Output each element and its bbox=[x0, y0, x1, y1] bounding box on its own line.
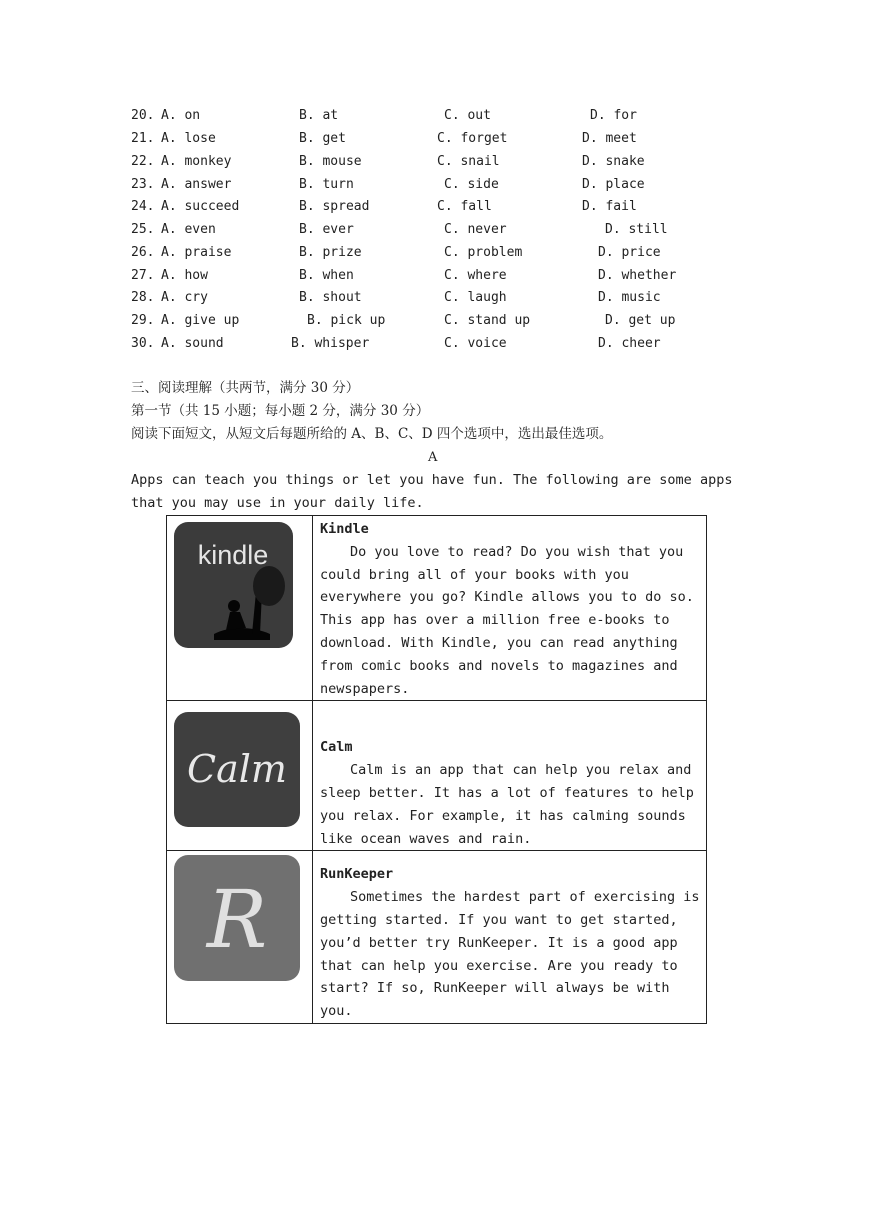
option-a: A. succeed bbox=[161, 199, 240, 214]
option-c: C. where bbox=[444, 268, 507, 283]
option-b: B. at bbox=[299, 108, 339, 123]
app-name: Calm bbox=[320, 739, 353, 756]
question-row bbox=[0, 288, 661, 308]
option-b: B. shout bbox=[299, 290, 362, 305]
calm-logo-text: Calm bbox=[187, 747, 287, 792]
question-row bbox=[0, 106, 637, 126]
question-row bbox=[0, 266, 677, 286]
option-b: B. whisper bbox=[291, 336, 370, 351]
option-a: A. cry bbox=[161, 290, 208, 305]
question-number: 29. bbox=[131, 313, 155, 328]
option-c: C. out bbox=[444, 108, 491, 123]
question-number: 25. bbox=[131, 222, 155, 237]
option-a: A. even bbox=[161, 222, 216, 237]
runkeeper-icon bbox=[174, 855, 300, 981]
option-d: D. music bbox=[598, 290, 661, 305]
passage-letter: A bbox=[428, 450, 438, 465]
runkeeper-logo-text: R bbox=[206, 873, 268, 967]
option-d: D. snake bbox=[582, 154, 645, 169]
question-row bbox=[0, 311, 676, 331]
option-c: C. laugh bbox=[444, 290, 507, 305]
text-cell bbox=[313, 851, 707, 1024]
option-b: B. turn bbox=[299, 177, 354, 192]
option-b: B. get bbox=[299, 131, 346, 146]
app-description: Do you love to read? Do you wish that you could bring all of your books with you everywhere you go? Kindle allows you to do so. This app has over a million free e-books to download. With Kindle, you can read anything from comic books and novels to magazines and newspapers. bbox=[320, 543, 694, 697]
option-c: C. side bbox=[444, 177, 499, 192]
question-row bbox=[0, 243, 661, 263]
question-number: 26. bbox=[131, 245, 155, 260]
icon-cell bbox=[167, 851, 313, 1024]
question-number: 23. bbox=[131, 177, 155, 192]
table-row bbox=[167, 516, 707, 701]
option-c: C. fall bbox=[437, 199, 492, 214]
option-a: A. sound bbox=[161, 336, 224, 351]
question-number: 24. bbox=[131, 199, 155, 214]
option-d: D. fail bbox=[582, 199, 637, 214]
question-row bbox=[0, 220, 668, 240]
question-number: 28. bbox=[131, 290, 155, 305]
option-b: B. ever bbox=[299, 222, 354, 237]
icon-cell bbox=[167, 701, 313, 851]
section-instruction: 阅读下面短文，从短文后每题所给的 A、B、C、D 四个选项中，选出最佳选项。 bbox=[131, 426, 613, 442]
option-a: A. praise bbox=[161, 245, 232, 260]
option-b: B. prize bbox=[299, 245, 362, 260]
question-row bbox=[0, 129, 637, 149]
app-name: RunKeeper bbox=[320, 866, 394, 883]
question-number: 21. bbox=[131, 131, 155, 146]
text-cell bbox=[313, 701, 707, 851]
option-c: C. snail bbox=[437, 154, 500, 169]
option-c: C. stand up bbox=[444, 313, 531, 328]
option-d: D. cheer bbox=[598, 336, 661, 351]
question-number: 20. bbox=[131, 108, 155, 123]
section-part: 第一节（共 15 小题；每小题 2 分，满分 30 分） bbox=[131, 403, 430, 419]
question-row bbox=[0, 197, 637, 217]
question-number: 22. bbox=[131, 154, 155, 169]
option-c: C. forget bbox=[437, 131, 508, 146]
question-row bbox=[0, 175, 645, 195]
section-title: 三、阅读理解（共两节，满分 30 分） bbox=[131, 380, 360, 396]
question-number: 30. bbox=[131, 336, 155, 351]
option-d: D. get up bbox=[605, 313, 676, 328]
option-b: B. pick up bbox=[307, 313, 386, 328]
option-b: B. mouse bbox=[299, 154, 362, 169]
option-a: A. give up bbox=[161, 313, 240, 328]
question-row bbox=[0, 334, 661, 354]
option-a: A. on bbox=[161, 108, 201, 123]
table-row bbox=[167, 701, 707, 851]
option-d: D. place bbox=[582, 177, 645, 192]
option-d: D. whether bbox=[598, 268, 677, 283]
option-c: C. problem bbox=[444, 245, 523, 260]
option-a: A. answer bbox=[161, 177, 232, 192]
option-c: C. voice bbox=[444, 336, 507, 351]
option-a: A. how bbox=[161, 268, 208, 283]
option-d: D. meet bbox=[582, 131, 637, 146]
app-name: Kindle bbox=[320, 521, 369, 537]
app-description: Calm is an app that can help you relax and sleep better. It has a lot of features to help you relax. For example, it has calming sounds like ocean waves and rain. bbox=[320, 762, 694, 847]
option-d: D. still bbox=[605, 222, 668, 237]
option-d: D. price bbox=[598, 245, 661, 260]
text-cell bbox=[313, 516, 707, 701]
option-b: B. when bbox=[299, 268, 354, 283]
option-a: A. lose bbox=[161, 131, 216, 146]
option-c: C. never bbox=[444, 222, 507, 237]
calm-icon bbox=[174, 712, 300, 827]
icon-cell bbox=[167, 516, 313, 701]
app-description: Sometimes the hardest part of exercising is getting started. If you want to get started, you’d better try RunKeeper. It is a good app that can help you exercise. Are you ready to start? If so, RunKeeper will always be with you. bbox=[320, 889, 700, 1020]
option-a: A. monkey bbox=[161, 154, 232, 169]
apps-table bbox=[166, 515, 707, 1024]
kindle-icon bbox=[174, 522, 293, 648]
kindle-logo-text: kindle bbox=[197, 540, 269, 570]
passage-intro: Apps can teach you things or let you have fun. The following are some apps that you may use in your daily life. bbox=[131, 472, 733, 511]
question-number: 27. bbox=[131, 268, 155, 283]
question-row bbox=[0, 152, 645, 172]
option-d: D. for bbox=[590, 108, 637, 123]
table-row bbox=[167, 851, 707, 1024]
option-b: B. spread bbox=[299, 199, 370, 214]
